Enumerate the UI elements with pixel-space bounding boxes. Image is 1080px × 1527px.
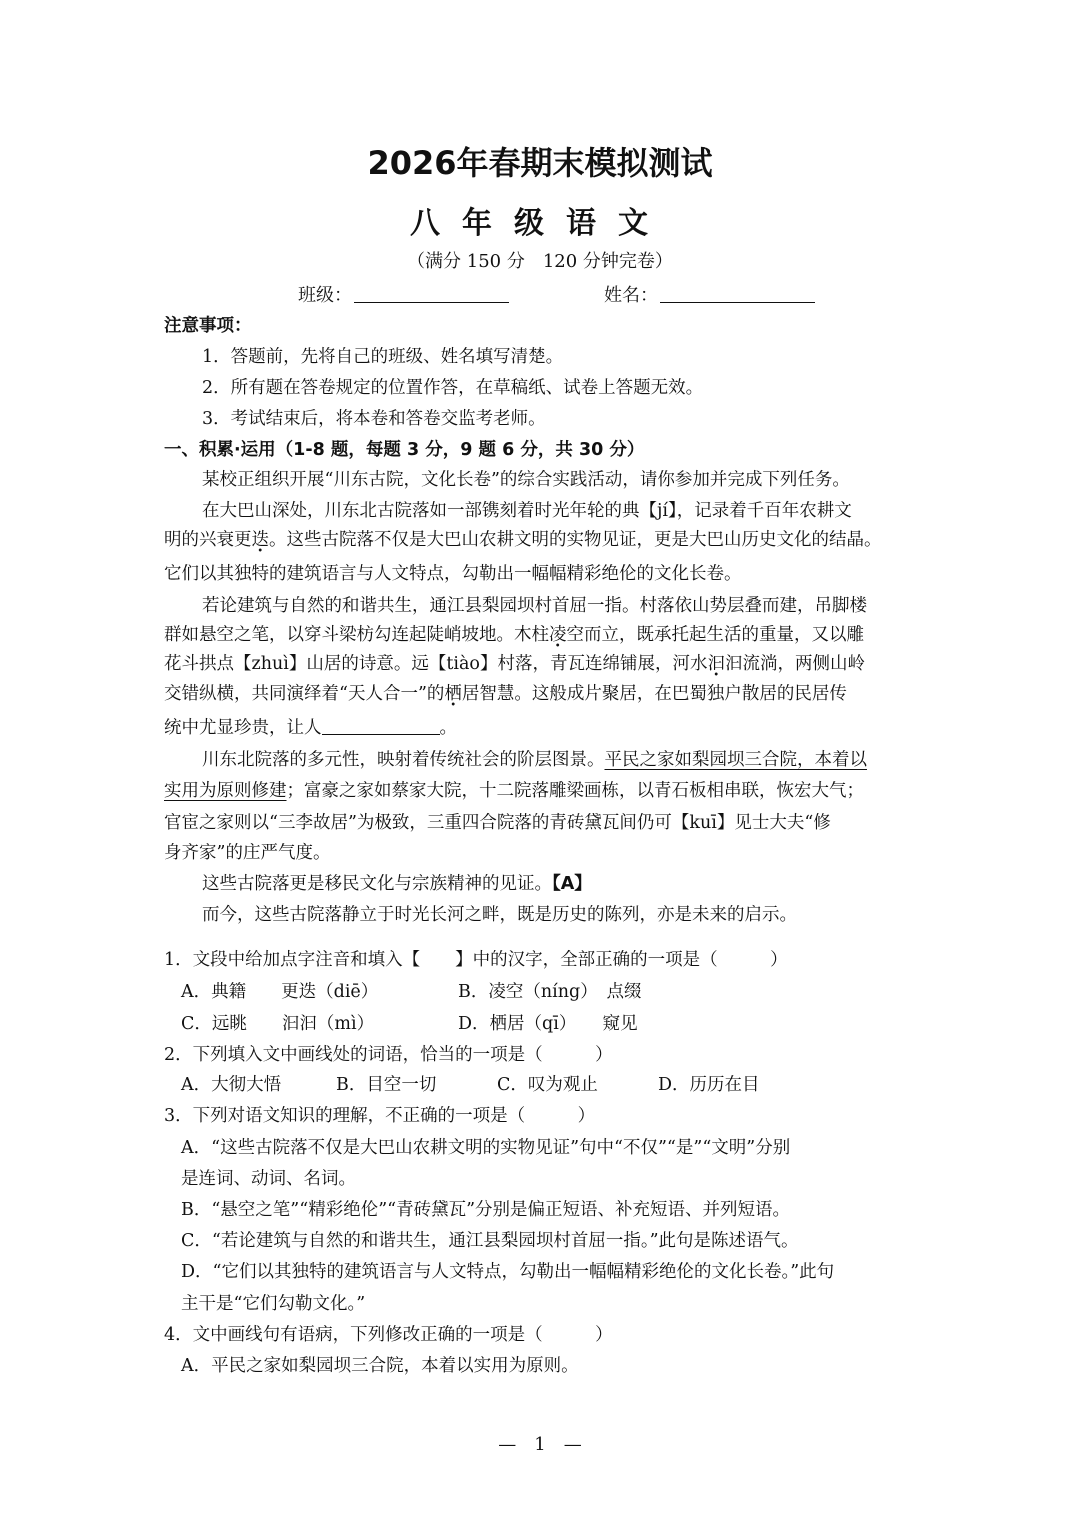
option: D．历历在目 bbox=[658, 1075, 760, 1095]
passage-line: 官宦之家则以“三李故居”为极致，三重四合院落的青砖黛瓦间仍可【kuī】见士大夫“修 bbox=[164, 813, 831, 833]
option: A．大彻大悟 bbox=[181, 1075, 282, 1095]
text-run: 群如悬空之笔，以穿斗梁枋勾连起陡峭坡地。木柱 bbox=[164, 625, 549, 645]
placeholder-a: 【A】 bbox=[552, 874, 592, 894]
question-1: 1．文段中给加点字注音和填入【 】中的汉字，全部正确的一项是（ ） bbox=[164, 950, 788, 970]
text-run: 居智慧。这般成片聚居，在巴蜀独户散居的民居传 bbox=[461, 684, 847, 704]
passage-line bbox=[164, 650, 865, 675]
dotted-char: 汩 bbox=[707, 654, 725, 674]
text-run: 这些古院落更是移民文化与宗族精神的见证。 bbox=[202, 874, 552, 894]
text-run: 。 bbox=[439, 718, 457, 738]
question-4: 4．文中画线句有语病，下列修改正确的一项是（ ） bbox=[164, 1325, 613, 1345]
passage-intro: 某校正组织开展“川东古院，文化长卷”的综合实践活动，请你参加并完成下列任务。 bbox=[202, 470, 850, 490]
option: B．“悬空之笔”“精彩绝伦”“青砖黛瓦”分别是偏正短语、补充短语、并列短语。 bbox=[181, 1200, 791, 1220]
exam-subtitle: 八年级语文 bbox=[410, 206, 670, 241]
page-number: — 1 — bbox=[498, 1434, 582, 1455]
notice-heading: 注意事项： bbox=[164, 316, 252, 336]
option: D．“它们以其独特的建筑语言与人文特点，勾勒出一幅幅精彩绝伦的文化长卷。”此句 bbox=[181, 1262, 835, 1282]
passage-line bbox=[164, 526, 882, 551]
name-blank[interactable] bbox=[660, 284, 815, 303]
option: A．典籍 更迭（diē） bbox=[181, 982, 379, 1002]
passage-line: 它们以其独特的建筑语言与人文特点，勾勒出一幅幅精彩绝伦的文化长卷。 bbox=[164, 564, 742, 584]
notice-item: 2．所有题在答卷规定的位置作答，在草稿纸、试卷上答题无效。 bbox=[202, 378, 704, 398]
option-continued: 是连词、动词、名词。 bbox=[181, 1169, 356, 1189]
option: A．平民之家如梨园坝三合院，本着以实用为原则。 bbox=[181, 1356, 579, 1376]
passage-line bbox=[164, 621, 864, 646]
text-run: 花斗拱点【zhuì】山居的诗意。远【tiào】村落，青瓦连绵铺展，河水 bbox=[164, 654, 708, 674]
question-3: 3．下列对语文知识的理解，不正确的一项是（ ） bbox=[164, 1106, 596, 1126]
underlined-sentence: 平民之家如梨园坝三合院，本着以 bbox=[604, 750, 867, 770]
dotted-char: 栖 bbox=[444, 684, 462, 704]
option: C．“若论建筑与自然的和谐共生，通江县梨园坝村首屈一指。”此句是陈述语气。 bbox=[181, 1231, 799, 1251]
text-run: 统中尤显珍贵，让人 bbox=[164, 718, 322, 738]
underlined-sentence: 实用为原则修建 bbox=[164, 781, 287, 801]
passage-line bbox=[164, 714, 457, 739]
option: B．目空一切 bbox=[336, 1075, 437, 1095]
option: A．“这些古院落不仅是大巴山农耕文明的实物见证”句中“不仅”“是”“文明”分别 bbox=[181, 1138, 791, 1158]
option: B．凌空（níng） 点缀 bbox=[458, 982, 642, 1002]
passage-line: 若论建筑与自然的和谐共生，通江县梨园坝村首屈一指。村落依山势层叠而建，吊脚楼 bbox=[202, 596, 867, 616]
section-heading: 一、积累·运用（1-8 题，每题 3 分，9 题 6 分，共 30 分） bbox=[164, 440, 645, 460]
class-blank[interactable] bbox=[354, 284, 509, 303]
text-run: 汩流淌，两侧山岭 bbox=[724, 654, 865, 674]
passage-line: 在大巴山深处，川东北古院落如一部镌刻着时光年轮的典【jí】，记录着千百年农耕文 bbox=[202, 501, 852, 521]
passage-line: 身齐家”的庄严气度。 bbox=[164, 843, 331, 863]
name-field bbox=[604, 281, 815, 307]
text-run: ；富豪之家如蔡家大院，十二院落雕梁画栋，以青石板相串联，恢宏大气； bbox=[286, 781, 864, 801]
question-2: 2．下列填入文中画线处的词语，恰当的一项是（ ） bbox=[164, 1045, 613, 1065]
option: C．叹为观止 bbox=[497, 1075, 598, 1095]
text-run: 交错纵横，共同演绎着“天人合一”的 bbox=[164, 684, 445, 704]
exam-title: 2026年春期末模拟测试 bbox=[367, 144, 713, 182]
fill-in-blank[interactable] bbox=[322, 718, 440, 735]
option-continued: 主干是“它们勾勒文化。” bbox=[181, 1294, 366, 1314]
passage-line: 而今，这些古院落静立于时光长河之畔，既是历史的陈列，亦是未来的启示。 bbox=[202, 905, 797, 925]
class-label: 班级： bbox=[298, 285, 352, 306]
dotted-char: 凌 bbox=[549, 625, 567, 645]
passage-line bbox=[164, 680, 847, 705]
score-time-line: （满分 150 分 120 分钟完卷） bbox=[407, 251, 673, 272]
option: C．远眺 汩汩（mì） bbox=[181, 1014, 375, 1034]
dotted-char: 迭 bbox=[251, 530, 269, 550]
text-run: 明的兴衰更 bbox=[164, 530, 252, 550]
passage-line bbox=[202, 746, 867, 771]
name-label: 姓名： bbox=[604, 285, 658, 306]
text-run: 。这些古院落不仅是大巴山农耕文明的实物见证，更是大巴山历史文化的结晶。 bbox=[269, 530, 882, 550]
passage-line bbox=[164, 777, 864, 802]
class-field bbox=[298, 281, 509, 307]
text-run: 空而立，既承托起生活的重量，又以雕 bbox=[566, 625, 864, 645]
notice-item: 1．答题前，先将自己的班级、姓名填写清楚。 bbox=[202, 347, 564, 367]
passage-line bbox=[202, 870, 592, 895]
option: D．栖居（qī） 窥见 bbox=[458, 1014, 638, 1034]
notice-item: 3．考试结束后，将本卷和答卷交监考老师。 bbox=[202, 409, 546, 429]
text-run: 川东北院落的多元性，映射着传统社会的阶层图景。 bbox=[202, 750, 605, 770]
